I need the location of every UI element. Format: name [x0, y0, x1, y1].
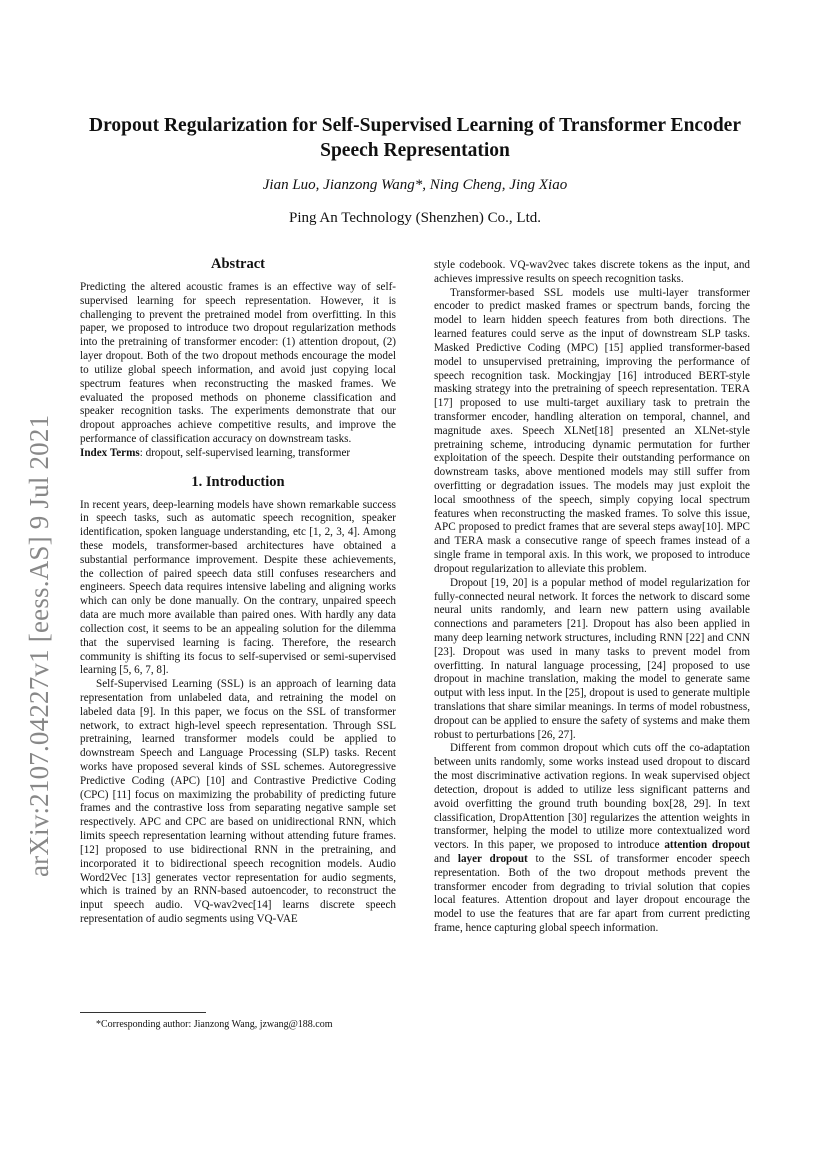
arxiv-watermark: arXiv:2107.04227v1 [eess.AS] 9 Jul 2021 [24, 414, 54, 877]
author-list: Jian Luo, Jianzong Wang*, Ning Cheng, Jing Xiao [262, 177, 568, 193]
term-layer-dropout: layer dropout [457, 852, 528, 865]
intro-paragraph-5: Dropout [19, 20] is a popular method of model regularization for fully-connected neural network. It forces the network to discard some neural units randomly, and learn new pattern using available connections and parameters [21]. Dropout has also been applied in many deep learning network structures, including RNN [22] and CNN [23]. Dropout was used in many tasks to prevent model from overfitting. In natural language processing, [24] proposed to use dropout in machine translation, making the model to generate same output with less input. In the [25], dropout is used to generate multiple translations that share similar meanings. In terms of model robustness, dropout can be applied to ensure the safety of systems and make them robust to perturbations [26, 27]. [434, 576, 750, 741]
index-terms [80, 447, 396, 461]
left-column [80, 255, 396, 927]
intro-paragraph-6 [434, 742, 750, 935]
right-column [434, 259, 750, 936]
footnote: *Corresponding author: Jianzong Wang, jzwang@188.com [96, 1019, 333, 1030]
footnote-rule [80, 1012, 206, 1013]
affiliation: Ping An Technology (Shenzhen) Co., Ltd. [289, 210, 541, 226]
intro-paragraph-4: Transformer-based SSL models use multi-layer transformer encoder to predict masked frames or spectrum bands, forcing the model to learn hidden speech features from both directions. The learned features could serve as the input of downstream SLP tasks. Masked Predictive Coding (MPC) [15] applied transformer-based model to unsupervised pretraining, improving the performance of speech recognition task. Mockingjay [16] introduced BERT-style masking strategy into the pretraining of speech representation. TERA [17] proposed to use multi-target auxiliary task to pretrain the transformer encoder, handling alteration on temporal, channel, and magnitude axes. Speech XLNet[18] presented an XLNet-style pretraining scheme, introducing dynamic permutation for further exploitation of the speech. Despite their outstanding performance on downstream tasks, above mentioned models may still suffer from overfitting or degradation issues. The models may just exploit the local smoothness of the speech, simply copying local spectrum features when reconstructing the masked frames. To solve this issue, APC proposed to predict frames that are several steps away[10]. MPC and TERA mask a consecutive range of speech frames instead of a single frame in temporal axis. In this work, we proposed to introduce dropout regularization to alleviate this problem. [434, 286, 750, 575]
intro-paragraph-1: In recent years, deep-learning models have shown remarkable success in speech tasks, such as automatic speech recognition, speaker identification, spoken language understanding, etc [1, 2, 3, 4]. Among these models, transformer-based architectures have obtained a substantial performance improvement. Despite these achievements, the collection of paired speech data still confuses researchers and engineers. Speech data requires intensive labeling and aligning works which can only be done manually. On the contrary, unpaired speech data are much more available than paired ones. With hardly any data collection cost, it seems to be an appealing solution for the dilemma that the supervised learning is facing. Therefore, the research community is shifting its focus to self-supervised or semi-supervised learning [5, 6, 7, 8]. [80, 498, 396, 677]
introduction-heading: 1. Introduction [191, 473, 285, 490]
intro-paragraph-2: Self-Supervised Learning (SSL) is an approach of learning data representation from unlabeled data, and retraining the model on labeled data [9]. In this paper, we focus on the SSL of transformer network, to extract high-level speech representation. Through SSL pretraining, learned transformer models could be applied to downstream Speech and Language Processing (SLP) tasks. Recent works have proposed several kinds of SSL schemes. Autoregressive Predictive Coding (APC) [10] and Contrastive Predictive Coding (CPC) [11] focus on maximizing the probability of predicting future frames and the contrastive loss from separating negative sample set respectively. APC and CPC are based on unidirectional RNN, which limits speech representation learning without attending future frames. [12] proposed to use bidirectional RNN in the pretraining, and incorporated it to bidirectional speech recognition models. Audio Word2Vec [13] generates vector representation for audio segments, which is trained by an RNN-based autoencoder, to reconstruct the input speech audio. VQ-wav2vec[14] learns discrete speech representation of audio segments using VQ-VAE [80, 678, 396, 925]
para6-text-a: Different from common dropout which cuts off the co-adaptation between units randomly, some works instead used dropout to discard the most discriminative activation regions. In weak supervised object detection, dropout is added to utilize less significant patterns and avoid overfitting the ground truth bounding box[28, 29]. In text classification, DropAttention [30] regularizes the attention weights in transformer, helping the model to utilize more contextualized word vectors. In this paper, we proposed to introduce [434, 742, 750, 852]
para6-and: and [434, 852, 458, 865]
abstract-text: Predicting the altered acoustic frames is an effective way of self-supervised learning for speech representation. However, it is challenging to prevent the pretrained model from overfitting. In this paper, we proposed to introduce two dropout regularization methods into the pretraining of transformer encoder: (1) attention dropout, (2) layer dropout. Both of the two dropout methods encourage the model to utilize global speech information, and avoid just copying local spectrum features when reconstructing the masked frames. We evaluated the proposed methods on phoneme classification and speaker recognition tasks. The experiments demonstrate that our dropout approaches achieve competitive results, and improve the performance of classification accuracy on downstream tasks. [80, 281, 396, 445]
index-terms-text: : dropout, self-supervised learning, transformer [139, 446, 351, 459]
term-attention-dropout: attention dropout [664, 839, 751, 852]
intro-paragraph-3: style codebook. VQ-wav2vec takes discrete tokens as the input, and achieves impressive results on speech recognition tasks. [434, 259, 750, 285]
abstract-heading: Abstract [211, 256, 265, 272]
index-terms-label: Index Terms [80, 446, 140, 459]
para6-text-c: to the SSL of transformer encoder speech representation. Both of the two dropout methods prevent the transformer encoder from degrading to trivial solution that copies local features. Attention dropout and layer dropout encourage the model to use the features that are far apart from current predicting frame, hence capturing global speech information. [434, 852, 750, 934]
paper-title: Dropout Regularization for Self-Supervised Learning of Transformer Encoder Speech Representation [89, 115, 741, 161]
